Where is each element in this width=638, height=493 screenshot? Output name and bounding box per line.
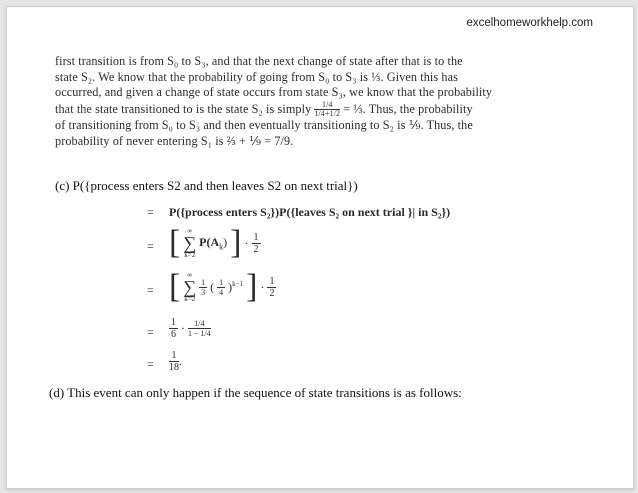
scan-line-4: [55, 101, 570, 118]
sum-symbol: ∞ ∑ k=2: [183, 227, 197, 259]
scan-line-6: probability of never entering S₁ is ⅔ + ⅑ = 7/9.: [55, 133, 294, 148]
row-1-expression: [169, 205, 450, 220]
inline-fraction-num: 1/4: [314, 101, 340, 110]
scanned-solution-paragraph: [55, 54, 570, 150]
equals-sign: =: [147, 283, 154, 297]
inline-fraction: [314, 101, 340, 118]
part-c-heading: (c) P({process enters S2 and then leaves S2 on next trial}): [55, 178, 358, 193]
sum-symbol: ∞ ∑ k=2: [183, 271, 197, 303]
scan-line-1: first transition is from S₀ to S₃, and that the next change of state after that is to the: [55, 54, 463, 68]
slide-page: [6, 6, 634, 489]
scan-line-2: state S₂. We know that the probability of going from S₀ to S₃ is ⅓. Given this has: [55, 69, 458, 84]
row-2-expression: [ ∞ ∑ k=2 $P(A_k)$ ] · $\frac{1}{2}$: [169, 224, 259, 261]
final-fraction: $\frac{1}{18}$: [169, 350, 179, 373]
row-3-expression: [ ∞ ∑ k=2 $\frac{1}{3}$ ( $\frac{1}{4}$ )$^{k-1}$ ] · $\frac{1}{2}$: [169, 268, 275, 305]
equals-sign: =: [147, 357, 154, 371]
scan-line-5: of transitioning from S₀ to S₃ and then eventually transitioning to S₂ is ⅑. Thus, the: [55, 118, 473, 133]
fraction-half: $\frac{1}{2}$: [269, 275, 275, 299]
equals-sign: =: [147, 205, 154, 219]
part-d-heading: (d) This event can only happen if the sequence of state transitions is as follows:: [49, 385, 462, 400]
row-5-expression: $\frac{1}{18}$ .: [169, 350, 182, 373]
equals-sign: =: [147, 325, 154, 339]
equals-sign: =: [147, 239, 154, 253]
scan-line-4-tail: = ⅓. Thus, the probability: [343, 102, 473, 117]
row-4-expression: $\frac{1}{6}$ · $\frac{1/4}{1 - 1/4}$: [171, 317, 211, 340]
scan-line-3: occurred, and given a change of state occurs from state S₃, we know that the probability: [55, 85, 493, 100]
site-watermark: excelhomeworkhelp.com: [466, 17, 593, 29]
fraction-half: $\frac{1}{2}$: [253, 231, 259, 255]
inline-fraction-den: 1/4+1/2: [314, 109, 341, 119]
row-1-text: P({process enters S₂})P({leaves S₂ on next trial }| in S₂}): [169, 205, 451, 219]
scan-line-4-text: that the state transitioned to is the state S₂ is simply: [55, 102, 312, 117]
